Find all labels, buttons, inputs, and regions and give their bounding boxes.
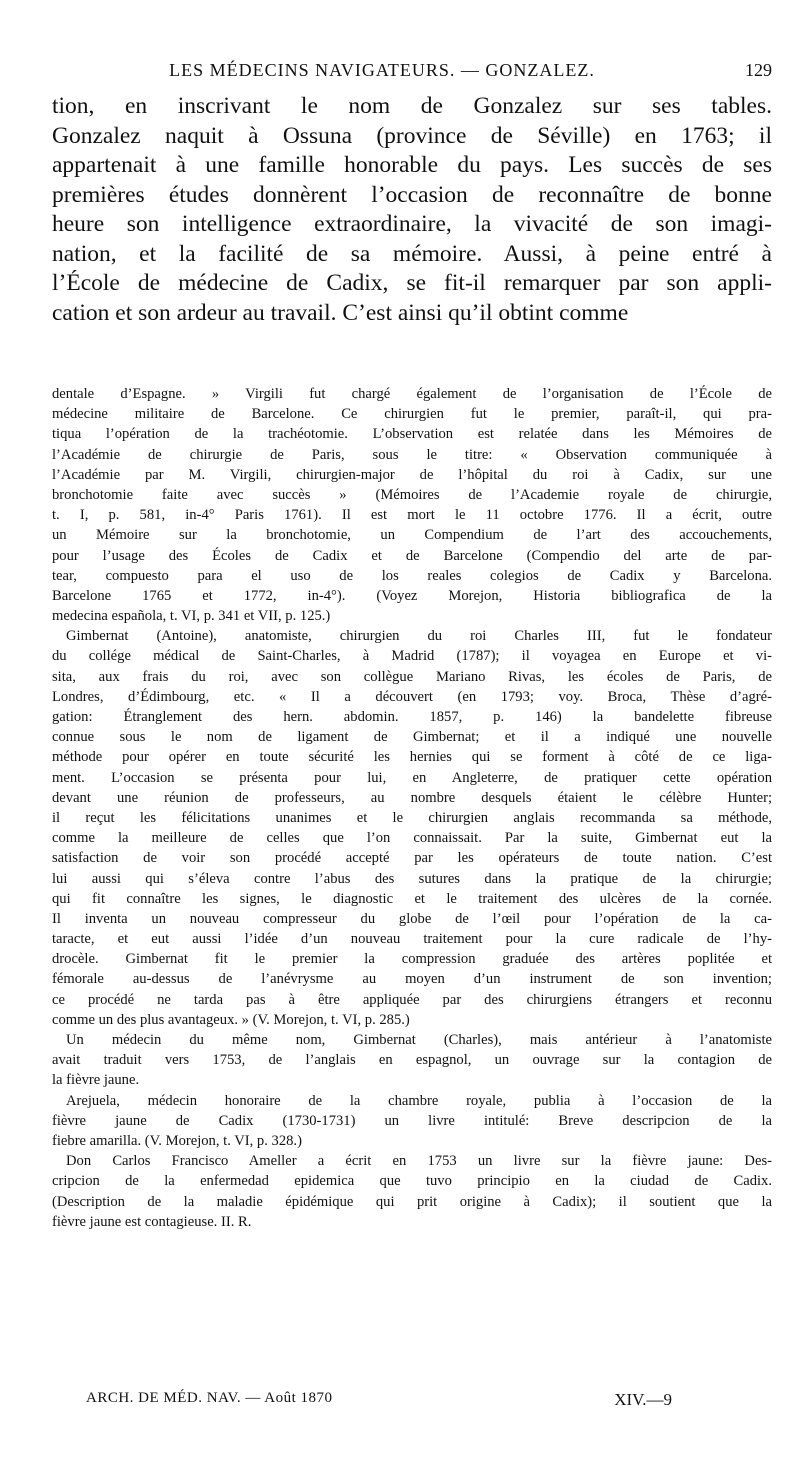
footnote-line: cripcion de la enfermedad epidemica que tuvo principio en la ciudad de Cadix.: [52, 1173, 772, 1190]
footnote-line: l’Académie par M. Virgili, chirurgien-major de l’hôpital du roi à Cadix, sur une: [52, 466, 772, 483]
signature-mark: XIV.—9: [614, 1390, 672, 1409]
footnote-line: dentale d’Espagne. » Virgili fut chargé également de l’organisation de l’École de: [52, 386, 772, 402]
footnote-line: qui fit connaître les signes, le diagnostic et le traitement des ulcères de la cornée.: [52, 890, 772, 907]
footnote-line: comme un des plus avantageux. » (V. Morejon, t. VI, p. 285.): [52, 1011, 410, 1028]
footnote-line: Il inventa un nouveau compresseur du globe de l’œil pour l’opération de la ca-: [52, 910, 772, 927]
footnote-line: du collége médical de Saint-Charles, à Madrid (1787); il voyagea en Europe et vi-: [52, 648, 772, 665]
footnote-line: drocèle. Gimbernat fit le premier la compression graduée des artères poplitée et: [52, 951, 772, 968]
footnotes: [52, 384, 772, 1232]
footnote-line: l’Académie de chirurgie de Paris, sous le titre: « Observation communiquée à: [52, 446, 772, 463]
footnote-line: ce procédé ne tarda pas à être appliquée par des chirurgiens étrangers et reconnu: [52, 991, 772, 1008]
page-footer: [86, 1390, 672, 1414]
body-line: appartenait à une famille honorable du pays. Les succès de ses: [52, 152, 772, 178]
footnote-line: avait traduit vers 1753, de l’anglais en espagnol, un ouvrage sur la contagion de: [52, 1052, 772, 1069]
body-line: nation, et la facilité de sa mémoire. Aussi, à peine entré à: [52, 240, 772, 267]
running-head: LES MÉDECINS NAVIGATEURS. — GONZALEZ.: [169, 60, 595, 80]
footnote-line: fiebre amarilla. (V. Morejon, t. VI, p. 328.): [52, 1132, 302, 1149]
footnote-line: lui aussi qui s’éleva contre l’abus des sutures dans la pratique de la chirurgie;: [52, 870, 772, 887]
body-line: cation et son ardeur au travail. C’est ainsi qu’il obtint comme: [52, 299, 629, 326]
footnote-line: t. I, p. 581, in-4° Paris 1761). Il est mort le 11 octobre 1776. Il a écrit, outre: [52, 507, 772, 524]
footnote-line: tear, compuesto para el uso de los reales colegios de Cadix y Barcelona.: [52, 567, 772, 584]
body-line: heure son intelligence extraordinaire, la vivacité de son imagi-: [52, 211, 772, 237]
page-header: [52, 60, 772, 88]
footnote-line: médecine militaire de Barcelone. Ce chirurgien fut le premier, paraît-il, qui pra-: [52, 406, 772, 423]
body-line: Gonzalez naquit à Ossuna (province de Séville) en 1763; il: [52, 122, 772, 149]
main-body-text: [52, 92, 772, 328]
footnote-line: fémorale au-dessus de l’anévrysme au moyen d’un instrument de son invention;: [52, 971, 772, 988]
footnote-line: fièvre jaune est contagieuse. II. R.: [52, 1213, 252, 1230]
footnote-line: méthode pour opérer en toute sécurité les hernies qui se forment à côté de ce liga-: [52, 749, 772, 766]
footnote-line: (Description de la maladie épidémique qui prit origine à Cadix); il soutient que la: [52, 1193, 772, 1210]
footnote-line: fièvre jaune de Cadix (1730-1731) un livre intitulé: Breve descripcion de la: [52, 1112, 772, 1129]
footnote-line: Gimbernat (Antoine), anatomiste, chirurgien du roi Charles III, fut le fondateur: [66, 628, 772, 645]
footnote-line: pour l’usage des Écoles de Cadix et de Barcelone (Compendio del arte de par-: [52, 547, 772, 564]
footnote-line: gation: Étranglement des hern. abdomin. 1857, p. 146) la bandelette fibreuse: [52, 709, 772, 725]
body-line: l’École de médecine de Cadix, se fit-il remarquer par son appli-: [52, 270, 772, 296]
footnote-line: connue sous le nom de ligament de Gimbernat; et il a indiqué une nouvelle: [52, 729, 772, 746]
footnote-line: Don Carlos Francisco Ameller a écrit en 1753 un livre sur la fièvre jaune: Des-: [66, 1153, 772, 1170]
footnote-line: satisfaction de voir son procédé accepté par les opérateurs de toute nation. C’est: [52, 850, 772, 867]
body-line: premières études donnèrent l’occasion de reconnaître de bonne: [52, 181, 772, 208]
footnote-line: Barcelone 1765 et 1772, in-4°). (Voyez Morejon, Historia bibliografica de la: [52, 587, 772, 604]
footnote-line: Un médecin du même nom, Gimbernat (Charles), mais antérieur à l’anatomiste: [66, 1032, 772, 1048]
footnote-line: tiqua l’opération de la trachéotomie. L’observation est relatée dans les Mémoires de: [52, 426, 772, 443]
footnote-line: il reçut les félicitations unanimes et le chirurgien anglais recommanda sa méthode,: [52, 809, 772, 826]
footnote-line: un Mémoire sur la bronchotomie, un Compendium de l’art des accouchements,: [52, 527, 772, 544]
footnote-line: taracte, et eut aussi l’idée d’un nouveau traitement pour la cure radicale de l’hy-: [52, 931, 772, 948]
footnote-line: devant une réunion de professeurs, au nombre desquels étaient le célèbre Hunter;: [52, 789, 772, 806]
journal-signature: ARCH. DE MÉD. NAV. — Août 1870: [86, 1390, 333, 1406]
footnote-line: sita, aux frais du roi, avec son collègue Mariano Rivas, les écoles de Paris, de: [52, 668, 772, 685]
footnote-line: ment. L’occasion se présenta pour lui, en Angleterre, de pratiquer cette opération: [52, 769, 772, 786]
footnote-line: la fièvre jaune.: [52, 1072, 140, 1089]
footnote-line: Londres, d’Édimbourg, etc. « Il a découvert (en 1793; voy. Broca, Thèse d’agré-: [52, 688, 772, 705]
footnote-line: comme la meilleure de celles que l’on connaissait. Par la suite, Gimbernat eut la: [52, 830, 772, 847]
footnote-line: bronchotomie faite avec succès » (Mémoires de l’Academie royale de chirurgie,: [52, 486, 772, 503]
footnote-line: medecina española, t. VI, p. 341 et VII, p. 125.): [52, 608, 331, 625]
footnote-line: Arejuela, médecin honoraire de la chambre royale, publia à l’occasion de la: [66, 1092, 772, 1109]
page-number: 129: [745, 60, 772, 80]
body-line: tion, en inscrivant le nom de Gonzalez sur ses tables.: [52, 93, 772, 119]
